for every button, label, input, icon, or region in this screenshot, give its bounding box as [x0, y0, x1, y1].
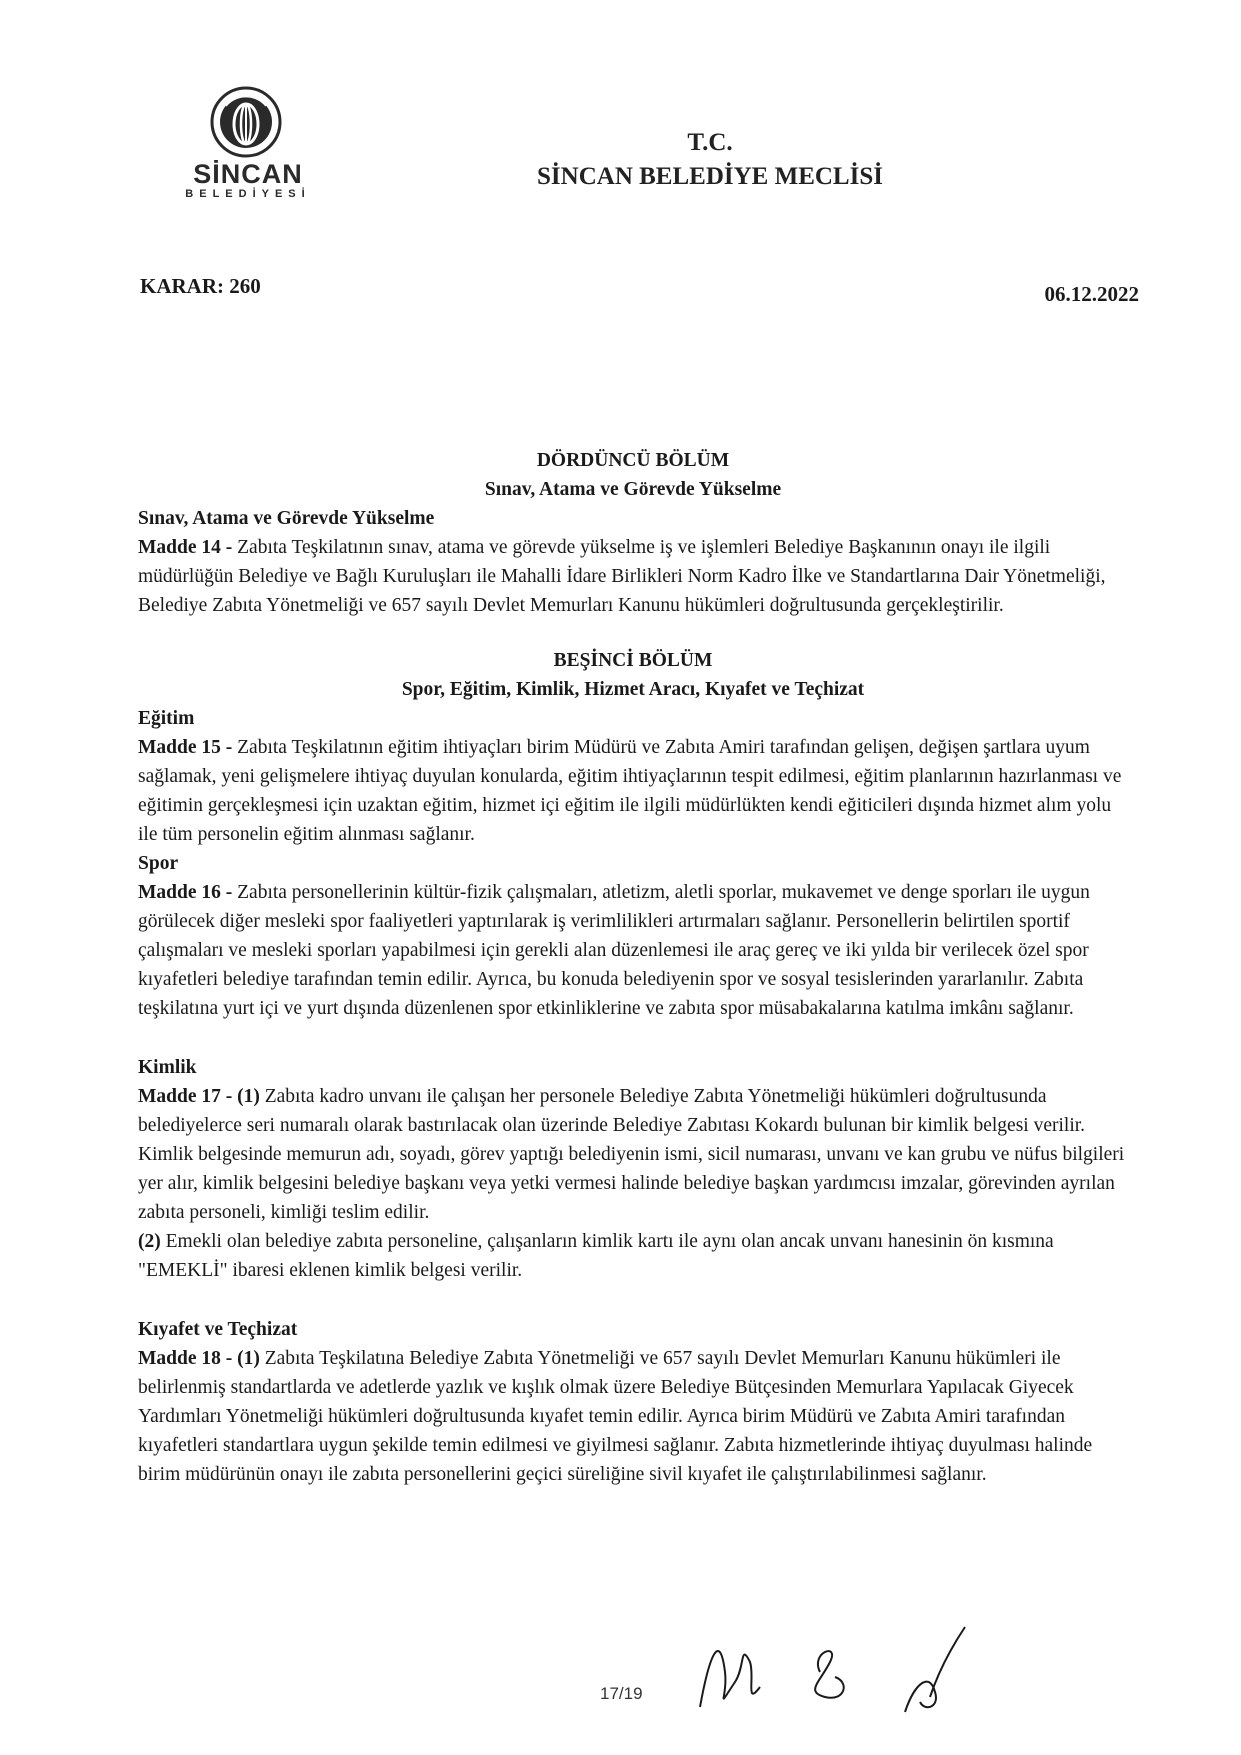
decision-number: KARAR: 260 [140, 274, 261, 298]
logo-name: SİNCAN [193, 159, 303, 189]
section-5-subtitle: Spor, Eğitim, Kimlik, Hizmet Aracı, Kıyafet ve Teçhizat [401, 679, 865, 700]
section-5-title: BEŞİNCİ BÖLÜM [553, 650, 713, 671]
article-17-1 [138, 1082, 1128, 1227]
document-body [138, 446, 1128, 1489]
spor-heading: Spor [138, 853, 179, 874]
article-17-2-text: Emekli olan belediye zabıta personeline, çalışanların kimlik kartı ile aynı olan ancak unvanı hanesinin ön kısmına "EMEKLİ" ibaresi eklenen kimlik belgesi verilir. [138, 1231, 1054, 1281]
decision-date: 06.12.2022 [1044, 282, 1139, 306]
article-18-label: Madde 18 - (1) [138, 1348, 260, 1369]
article-17-2-label: (2) [138, 1231, 161, 1252]
article-16 [138, 878, 1128, 1023]
kiyafet-heading: Kıyafet ve Teçhizat [138, 1319, 298, 1340]
article-16-label: Madde 16 - [138, 882, 233, 903]
logo-wordmark [180, 160, 316, 201]
section-4-title: DÖRDÜNCÜ BÖLÜM [536, 450, 730, 471]
logo-subtitle: BELEDİYESİ [185, 188, 311, 200]
article-14 [138, 533, 1128, 620]
article-14-label: Madde 14 - [138, 537, 233, 558]
article-14-text: Zabıta Teşkilatının sınav, atama ve görevde yükselme iş ve işlemleri Belediye Başkanının onayı ile ilgili müdürlüğün Belediye ve Bağlı Kuruluşları ile Mahalli İdare Birlikleri Norm Kadro İlke ve Standartlarına Dair Yönetmeliği, Belediye Zabıta Yönetmeliği ve 657 sayılı Devlet Memurları Kanunu hükümleri doğrultusunda gerçekleştirilir. [138, 537, 1106, 616]
article-15-label: Madde 15 - [138, 737, 233, 758]
document-header [480, 126, 940, 194]
article-17-label: Madde 17 - (1) [138, 1086, 260, 1107]
header-tc: T.C. [687, 129, 733, 156]
page-number: 17/19 [600, 1684, 643, 1703]
article-15-text: Zabıta Teşkilatının eğitim ihtiyaçları birim Müdürü ve Zabıta Amiri tarafından gelişen, değişen şartlara uyum sağlamak, yeni gelişmelere ihtiyaç duyulan konularda, eğitim ihtiyaçlarının tespit edilmesi, eğitim planlarının hazırlanması ve eğitimin gerçekleşmesi için uzaktan eğitim, hizmet içi eğitim ile ilgili müdürlükten kendi eğiticileri dışında hizmet alım yolu ile tüm personelin eğitim alınması sağlanır. [138, 737, 1122, 845]
article-18 [138, 1344, 1128, 1489]
section-4-heading: Sınav, Atama ve Görevde Yükselme [138, 508, 435, 529]
handwritten-signatures [690, 1612, 1020, 1722]
article-15 [138, 733, 1128, 849]
article-16-text: Zabıta personellerinin kültür-fizik çalışmaları, atletizm, aletli sporlar, mukavemet ve denge sporları ile uygun görülecek diğer mesleki spor faaliyetleri yaptırılarak iş verimlilikleri artırmaları sağlanır. Personellerin belirtilen sportif çalışmaları ve mesleki sporları yapabilmesi için gerekli alan düzenlemesi ile araç gereç ve iki yılda bir verilecek özel spor kıyafetleri belediye tarafından temin edilir. Ayrıca, bu konuda belediyenin spor ve sosyal tesislerinden yararlanılır. Zabıta teşkilatına yurt içi ve yurt dışında düzenlenen spor etkinliklerine ve zabıta spor müsabakalarına katılma imkânı sağlanır. [138, 882, 1090, 1019]
header-council: SİNCAN BELEDİYE MECLİSİ [537, 163, 883, 190]
article-18-text: Zabıta Teşkilatına Belediye Zabıta Yönetmeliği ve 657 sayılı Devlet Memurları Kanunu hükümleri ile belirlenmiş standartlarda ve adetlerde yazlık ve kışlık olmak üzere Belediye Bütçesinden Memurlara Yapılacak Giyecek Yardımları Yönetmeliği hükümleri doğrultusunda kıyafet temin edilir. Ayrıca birim Müdürü ve Zabıta Amiri tarafından kıyafetleri standartlara uygun şekilde temin edilmesi ve giyilmesi sağlanır. Zabıta hizmetlerinde ihtiyaç duyulması halinde birim müdürünün onayı ile zabıta personellerini geçici süreliğine sivil kıyafet ile çalıştırılabilinmesi sağlanır. [138, 1348, 1093, 1485]
article-17-2 [138, 1227, 1128, 1285]
article-17-text: Zabıta kadro unvanı ile çalışan her personele Belediye Zabıta Yönetmeliği hükümleri doğrultusunda belediyelerce seri numaralı olarak bastırılacak olan üzerinde Belediye Zabıtası Kokardı bulunan bir kimlik belgesi verilir. Kimlik belgesinde memurun adı, soyadı, görev yaptığı belediyenin ismi, sicil numarası, unvanı ve kan grubu ve nüfus bilgileri yer alır, kimlik belgesini belediye başkanı veya yetki vermesi halinde belediye başkan yardımcısı imzalar, görevinden ayrılan zabıta personeli, kimliği teslim edilir. [138, 1086, 1125, 1223]
kimlik-heading: Kimlik [138, 1057, 197, 1078]
section-4-subtitle: Sınav, Atama ve Görevde Yükselme [484, 479, 782, 500]
egitim-heading: Eğitim [138, 708, 195, 729]
